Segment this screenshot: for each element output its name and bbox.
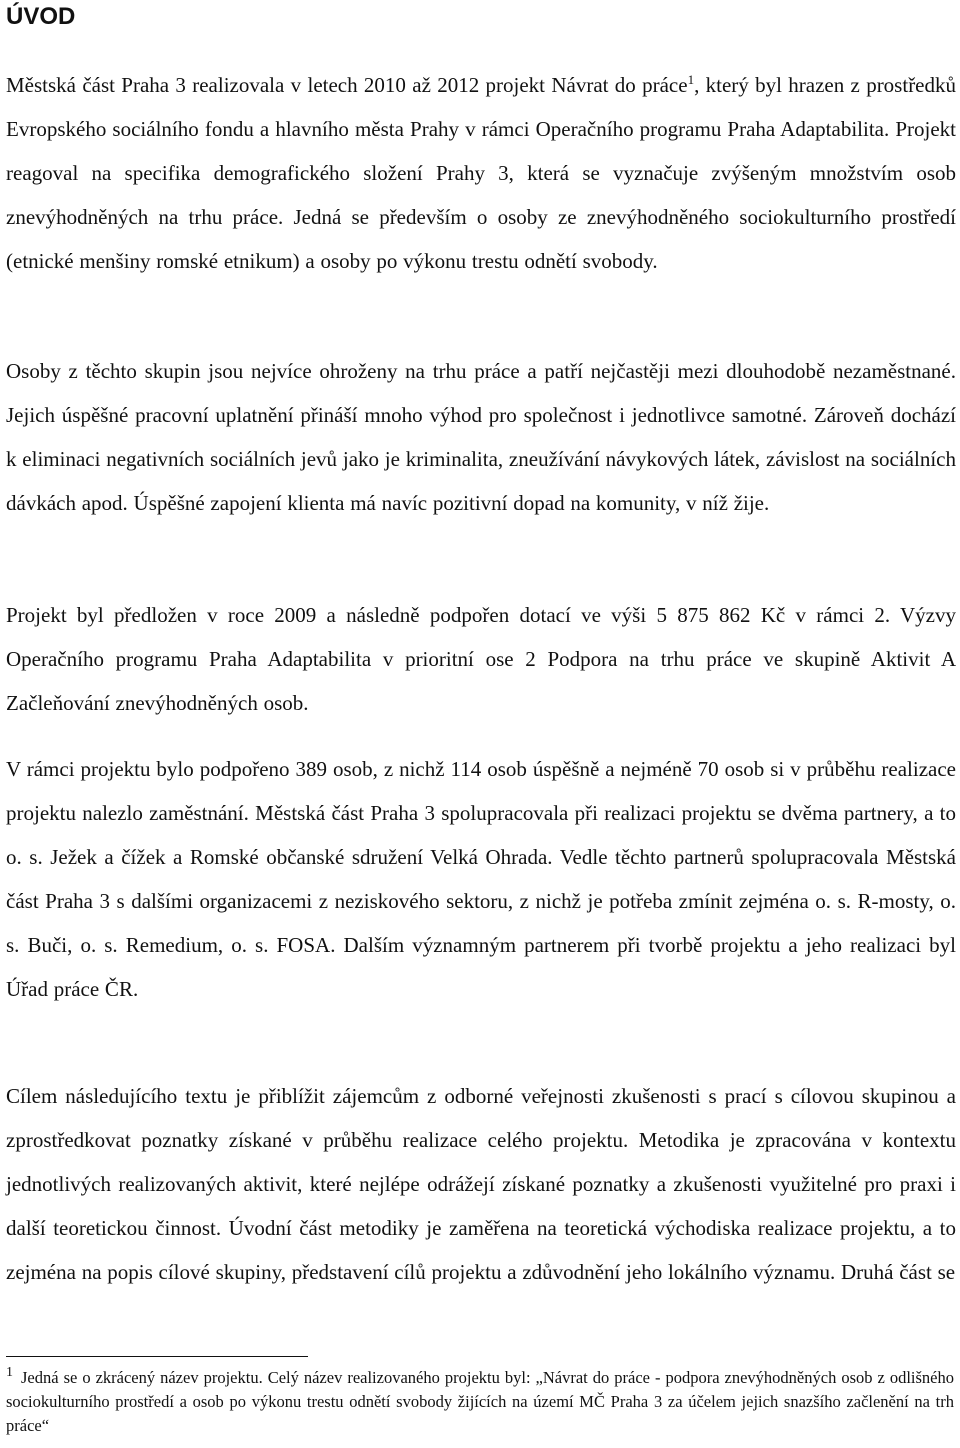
paragraph-2: Osoby z těchto skupin jsou nejvíce ohroženy na trhu práce a patří nejčastěji mezi dlouhodobě nezaměstnané. Jejich úspěšné pracovní uplatnění přináší mnoho výhod pro společnost i jednotlivce samotné. Zároveň dochází k eliminaci negativních sociálních jevů jako je kriminalita, zneužívání návykových látek, závislost na sociálních dávkách apod. Úspěšné zapojení klienta má navíc pozitivní dopad na komunity, v níž žije. (6, 359, 956, 515)
paragraph-3: Projekt byl předložen v roce 2009 a následně podpořen dotací ve výši 5 875 862 Kč v rámci 2. Výzvy Operačního programu Praha Adaptabilita v prioritní ose 2 Podpora na trhu práce ve skupině Aktivit A Začleňování znevýhodněných osob. (6, 603, 956, 715)
footnote-reference[interactable]: 1 (687, 72, 695, 87)
footnote (6, 1366, 954, 1438)
paragraph-1-text-start: Městská část Praha 3 realizovala v letech 2010 až 2012 projekt Návrat do práce (6, 73, 688, 97)
footnote-separator (6, 1356, 308, 1357)
paragraph-5: Cílem následujícího textu je přiblížit zájemcům z odborné veřejnosti zkušenosti s prací s cílovou skupinou a zprostředkovat poznatky získané v průběhu realizace celého projektu. Metodika je zpracována v kontextu jednotlivých realizovaných aktivit, které nejlépe odrážejí získané poznatky a zkušenosti využitelné pro praxi i další teoretickou činnost. Úvodní část metodiky je zaměřena na teoretická východiska realizace projektu, a to zejména na popis cílové skupiny, představení cílů projektu a zdůvodnění jeho lokálního významu. Druhá část se (6, 1084, 956, 1284)
paragraph-4: V rámci projektu bylo podpořeno 389 osob, z nichž 114 osob úspěšně a nejméně 70 osob si v průběhu realizace projektu nalezlo zaměstnání. Městská část Praha 3 spolupracovala při realizaci projektu se dvěma partnery, a to o. s. Ježek a čížek a Romské občanské sdružení Velká Ohrada. Vedle těchto partnerů spolupracovala Městská část Praha 3 s dalšími organizacemi z neziskového sektoru, z nichž je potřeba zmínit zejména o. s. R-mosty, o. s. Buči, o. s. Remedium, o. s. FOSA. Dalším významným partnerem při tvorbě projektu a jeho realizaci byl Úřad práce ČR. (6, 757, 956, 1001)
paragraph-1-text-end: , který byl hrazen z prostředků Evropského sociálního fondu a hlavního města Prahy v rámci Operačního programu Praha Adaptabilita. Projekt reagoval na specifika demografického složení Prahy 3, která se vyznačuje zvýšeným množstvím osob znevýhodněných na trhu práce. Jedná se především o osoby ze znevýhodněného sociokulturního prostředí (etnické menšiny romské etnikum) a osoby po výkonu trestu odnětí svobody. (6, 73, 957, 273)
footnote-number: 1 (6, 1365, 13, 1380)
paragraph-1 (6, 63, 956, 283)
footnote-text: Jedná se o zkrácený název projektu. Celý název realizovaného projektu byl: „Návrat do práce - podpora znevýhodněných osob z odlišného sociokulturního prostředí a osob po výkonu trestu odnětí svobody žijících na území MČ Praha 3 za účelem jejich snazšího začlenění na trh práce“ (6, 1368, 954, 1435)
section-heading: ÚVOD (6, 3, 76, 30)
